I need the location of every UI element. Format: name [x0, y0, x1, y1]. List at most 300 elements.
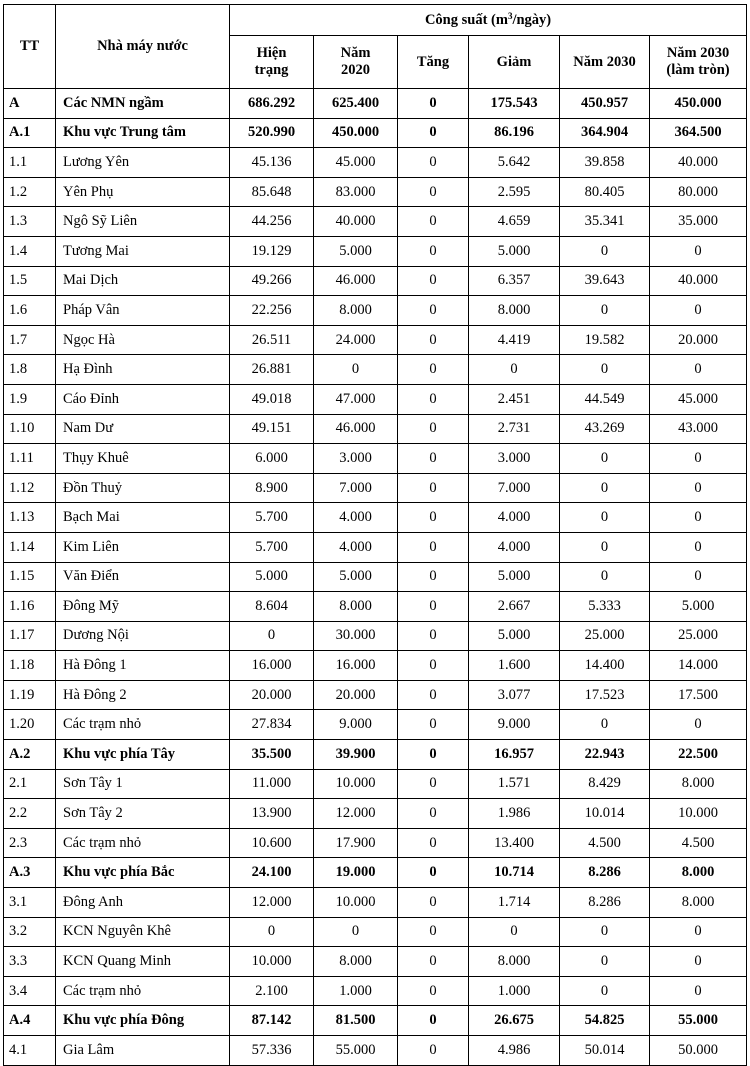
cell-tt: 2.3: [4, 828, 56, 858]
cell-hien-trang: 5.700: [230, 503, 314, 533]
cell-nam-2030-rounded: 8.000: [650, 858, 747, 888]
cell-plant-name: Khu vực Trung tâm: [56, 118, 230, 148]
cell-tang: 0: [398, 621, 469, 651]
cell-tt: A.1: [4, 118, 56, 148]
cell-nam-2030: 0: [560, 532, 650, 562]
cell-nam-2030-rounded: 0: [650, 236, 747, 266]
cell-nam-2020: 40.000: [314, 207, 398, 237]
cell-nam-2030: 17.523: [560, 680, 650, 710]
table-row: [4, 355, 747, 385]
cell-nam-2030-rounded: 8.000: [650, 769, 747, 799]
table-row: [4, 1036, 747, 1066]
cell-nam-2030: 0: [560, 947, 650, 977]
cell-giam: 2.451: [469, 384, 560, 414]
cell-nam-2020: 0: [314, 917, 398, 947]
header-hien-trang-line2: trạng: [254, 62, 289, 78]
cell-tt: 1.9: [4, 384, 56, 414]
cell-nam-2020: 46.000: [314, 414, 398, 444]
cell-plant-name: Đông Mỹ: [56, 592, 230, 622]
cell-nam-2030: 8.286: [560, 888, 650, 918]
cell-nam-2030-rounded: 0: [650, 976, 747, 1006]
cell-tang: 0: [398, 207, 469, 237]
cell-nam-2030-rounded: 43.000: [650, 414, 747, 444]
cell-nam-2030-rounded: 450.000: [650, 89, 747, 119]
cell-giam: 1.714: [469, 888, 560, 918]
cell-plant-name: Pháp Vân: [56, 296, 230, 326]
table-row: [4, 799, 747, 829]
cell-nam-2020: 4.000: [314, 503, 398, 533]
cell-plant-name: Các trạm nhỏ: [56, 710, 230, 740]
header-tang: Tăng: [398, 36, 469, 89]
cell-plant-name: Dương Nội: [56, 621, 230, 651]
cell-tt: 1.4: [4, 236, 56, 266]
table-row: [4, 444, 747, 474]
cell-nam-2030: 8.286: [560, 858, 650, 888]
cell-hien-trang: 8.900: [230, 473, 314, 503]
cell-plant-name: Khu vực phía Tây: [56, 740, 230, 770]
cell-plant-name: Khu vực phía Đông: [56, 1006, 230, 1036]
cell-nam-2030: 0: [560, 355, 650, 385]
cell-nam-2030-rounded: 50.000: [650, 1036, 747, 1066]
table-row: [4, 592, 747, 622]
cell-nam-2020: 83.000: [314, 177, 398, 207]
cell-tang: 0: [398, 118, 469, 148]
cell-nam-2030: 0: [560, 296, 650, 326]
cell-nam-2030-rounded: 0: [650, 562, 747, 592]
cell-tt: A.3: [4, 858, 56, 888]
cell-nam-2030-rounded: 40.000: [650, 266, 747, 296]
cell-hien-trang: 27.834: [230, 710, 314, 740]
cell-nam-2020: 8.000: [314, 296, 398, 326]
cell-tt: 1.11: [4, 444, 56, 474]
cell-giam: 5.000: [469, 562, 560, 592]
cell-nam-2020: 19.000: [314, 858, 398, 888]
cell-tang: 0: [398, 503, 469, 533]
cell-plant-name: Đồn Thuỷ: [56, 473, 230, 503]
cell-nam-2030: 22.943: [560, 740, 650, 770]
cell-giam: 2.595: [469, 177, 560, 207]
cell-giam: 9.000: [469, 710, 560, 740]
cell-nam-2020: 47.000: [314, 384, 398, 414]
cell-hien-trang: 20.000: [230, 680, 314, 710]
cell-nam-2030-rounded: 20.000: [650, 325, 747, 355]
table-row: [4, 532, 747, 562]
table-row: [4, 769, 747, 799]
cell-plant-name: Hà Đông 1: [56, 651, 230, 681]
table-row: [4, 917, 747, 947]
cell-nam-2020: 45.000: [314, 148, 398, 178]
table-row: [4, 651, 747, 681]
cell-hien-trang: 11.000: [230, 769, 314, 799]
cell-hien-trang: 26.511: [230, 325, 314, 355]
cell-tang: 0: [398, 680, 469, 710]
cell-nam-2030: 364.904: [560, 118, 650, 148]
table-row-group: [4, 118, 747, 148]
cell-tang: 0: [398, 888, 469, 918]
cell-nam-2030: 10.014: [560, 799, 650, 829]
cell-hien-trang: 35.500: [230, 740, 314, 770]
header-nam-2020: [314, 36, 398, 89]
cell-tang: 0: [398, 592, 469, 622]
cell-nam-2020: 81.500: [314, 1006, 398, 1036]
cell-hien-trang: 85.648: [230, 177, 314, 207]
cell-nam-2030-rounded: 17.500: [650, 680, 747, 710]
header-capacity-suffix: /ngày): [512, 11, 552, 28]
cell-giam: 4.000: [469, 503, 560, 533]
cell-nam-2020: 20.000: [314, 680, 398, 710]
cell-tt: 1.17: [4, 621, 56, 651]
cell-plant-name: Yên Phụ: [56, 177, 230, 207]
cell-giam: 6.357: [469, 266, 560, 296]
cell-giam: 10.714: [469, 858, 560, 888]
cell-tang: 0: [398, 148, 469, 178]
cell-nam-2030-rounded: 0: [650, 355, 747, 385]
cell-nam-2020: 16.000: [314, 651, 398, 681]
water-plant-capacity-table: [3, 4, 747, 1066]
cell-nam-2030: 54.825: [560, 1006, 650, 1036]
table-row: [4, 148, 747, 178]
cell-nam-2030: 5.333: [560, 592, 650, 622]
cell-tt: 2.1: [4, 769, 56, 799]
cell-tt: A.2: [4, 740, 56, 770]
cell-giam: 0: [469, 355, 560, 385]
cell-giam: 8.000: [469, 296, 560, 326]
cell-tt: 1.13: [4, 503, 56, 533]
table-row-group: [4, 89, 747, 119]
table-row: [4, 384, 747, 414]
cell-nam-2020: 3.000: [314, 444, 398, 474]
cell-nam-2020: 55.000: [314, 1036, 398, 1066]
header-giam: Giảm: [469, 36, 560, 89]
cell-plant-name: Văn Điển: [56, 562, 230, 592]
table-row: [4, 503, 747, 533]
cell-hien-trang: 19.129: [230, 236, 314, 266]
cell-giam: 2.667: [469, 592, 560, 622]
header-hien-trang-line1: Hiện: [256, 45, 287, 61]
cell-plant-name: Đông Anh: [56, 888, 230, 918]
cell-giam: 7.000: [469, 473, 560, 503]
cell-nam-2030: 43.269: [560, 414, 650, 444]
cell-hien-trang: 10.600: [230, 828, 314, 858]
cell-nam-2020: 7.000: [314, 473, 398, 503]
cell-tang: 0: [398, 177, 469, 207]
header-nam-2030-rounded-line1: Năm 2030: [666, 45, 730, 61]
table-row: [4, 296, 747, 326]
cell-tang: 0: [398, 740, 469, 770]
table-row: [4, 621, 747, 651]
header-nam-2030-rounded-line2: (làm tròn): [666, 62, 730, 78]
cell-tang: 0: [398, 355, 469, 385]
cell-giam: 5.000: [469, 621, 560, 651]
cell-tt: 1.1: [4, 148, 56, 178]
cell-hien-trang: 5.700: [230, 532, 314, 562]
cell-giam: 5.642: [469, 148, 560, 178]
cell-tang: 0: [398, 917, 469, 947]
table-row: [4, 325, 747, 355]
cell-plant-name: Thụy Khuê: [56, 444, 230, 474]
header-capacity: [230, 5, 747, 36]
cell-hien-trang: 2.100: [230, 976, 314, 1006]
cell-tang: 0: [398, 769, 469, 799]
cell-giam: 4.986: [469, 1036, 560, 1066]
cell-hien-trang: 6.000: [230, 444, 314, 474]
cell-plant-name: Tương Mai: [56, 236, 230, 266]
cell-nam-2030: 50.014: [560, 1036, 650, 1066]
cell-nam-2030: 0: [560, 917, 650, 947]
cell-plant-name: Các trạm nhỏ: [56, 828, 230, 858]
cell-tt: 4.1: [4, 1036, 56, 1066]
cell-nam-2030: 0: [560, 976, 650, 1006]
cell-tang: 0: [398, 858, 469, 888]
cell-nam-2030-rounded: 22.500: [650, 740, 747, 770]
header-nam-2030-rounded: [650, 36, 747, 89]
cell-tang: 0: [398, 828, 469, 858]
cell-plant-name: Nam Dư: [56, 414, 230, 444]
table-row: [4, 888, 747, 918]
header-nam-2020-line2: 2020: [341, 62, 370, 78]
cell-giam: 4.000: [469, 532, 560, 562]
cell-hien-trang: 24.100: [230, 858, 314, 888]
cell-hien-trang: 44.256: [230, 207, 314, 237]
cell-giam: 0: [469, 917, 560, 947]
cell-tang: 0: [398, 651, 469, 681]
cell-nam-2020: 5.000: [314, 236, 398, 266]
cell-nam-2020: 5.000: [314, 562, 398, 592]
cell-nam-2030: 39.858: [560, 148, 650, 178]
cell-nam-2030-rounded: 0: [650, 710, 747, 740]
cell-tt: 1.7: [4, 325, 56, 355]
cell-nam-2020: 1.000: [314, 976, 398, 1006]
table-row: [4, 562, 747, 592]
cell-tang: 0: [398, 325, 469, 355]
table-row: [4, 828, 747, 858]
cell-nam-2030-rounded: 14.000: [650, 651, 747, 681]
cell-tt: 1.6: [4, 296, 56, 326]
header-nam-2030: Năm 2030: [560, 36, 650, 89]
cell-nam-2020: 24.000: [314, 325, 398, 355]
cell-giam: 4.419: [469, 325, 560, 355]
cell-nam-2030: 25.000: [560, 621, 650, 651]
cell-hien-trang: 57.336: [230, 1036, 314, 1066]
cell-plant-name: Sơn Tây 2: [56, 799, 230, 829]
cell-plant-name: KCN Nguyên Khê: [56, 917, 230, 947]
cell-hien-trang: 5.000: [230, 562, 314, 592]
cell-tt: 1.18: [4, 651, 56, 681]
cell-plant-name: Cáo Đỉnh: [56, 384, 230, 414]
table-row-group: [4, 1006, 747, 1036]
cell-plant-name: Khu vực phía Bắc: [56, 858, 230, 888]
cell-plant-name: KCN Quang Minh: [56, 947, 230, 977]
cell-nam-2020: 8.000: [314, 592, 398, 622]
cell-hien-trang: 49.151: [230, 414, 314, 444]
cell-nam-2030: 0: [560, 503, 650, 533]
cell-tang: 0: [398, 1006, 469, 1036]
cell-giam: 1.571: [469, 769, 560, 799]
cell-hien-trang: 49.266: [230, 266, 314, 296]
cell-plant-name: Các NMN ngầm: [56, 89, 230, 119]
cell-tt: 3.2: [4, 917, 56, 947]
cell-hien-trang: 22.256: [230, 296, 314, 326]
cell-tt: A.4: [4, 1006, 56, 1036]
cell-tang: 0: [398, 89, 469, 119]
cell-giam: 1.000: [469, 976, 560, 1006]
cell-giam: 2.731: [469, 414, 560, 444]
header-nam-2020-line1: Năm: [340, 45, 371, 61]
cell-tang: 0: [398, 444, 469, 474]
cell-tang: 0: [398, 414, 469, 444]
cell-nam-2020: 46.000: [314, 266, 398, 296]
cell-giam: 26.675: [469, 1006, 560, 1036]
table-row: [4, 710, 747, 740]
cell-tt: 1.16: [4, 592, 56, 622]
cell-tt: 3.4: [4, 976, 56, 1006]
table-row: [4, 414, 747, 444]
table-body: [4, 89, 747, 1066]
cell-tang: 0: [398, 266, 469, 296]
cell-hien-trang: 45.136: [230, 148, 314, 178]
cell-giam: 1.600: [469, 651, 560, 681]
cell-nam-2030: 44.549: [560, 384, 650, 414]
cell-nam-2030: 80.405: [560, 177, 650, 207]
cell-nam-2030-rounded: 80.000: [650, 177, 747, 207]
cell-plant-name: Kim Liên: [56, 532, 230, 562]
cell-nam-2020: 10.000: [314, 888, 398, 918]
cell-nam-2020: 10.000: [314, 769, 398, 799]
cell-nam-2020: 0: [314, 355, 398, 385]
cell-hien-trang: 13.900: [230, 799, 314, 829]
cell-tt: A: [4, 89, 56, 119]
cell-tt: 1.10: [4, 414, 56, 444]
cell-nam-2030-rounded: 40.000: [650, 148, 747, 178]
cell-tt: 1.20: [4, 710, 56, 740]
cell-nam-2030: 0: [560, 473, 650, 503]
cell-hien-trang: 87.142: [230, 1006, 314, 1036]
cell-nam-2020: 30.000: [314, 621, 398, 651]
cell-giam: 3.000: [469, 444, 560, 474]
cell-tang: 0: [398, 384, 469, 414]
cell-nam-2030: 0: [560, 444, 650, 474]
header-tt: TT: [4, 5, 56, 89]
cell-nam-2030: 14.400: [560, 651, 650, 681]
table-row: [4, 207, 747, 237]
cell-giam: 13.400: [469, 828, 560, 858]
cell-nam-2030: 0: [560, 710, 650, 740]
cell-nam-2020: 625.400: [314, 89, 398, 119]
cell-tang: 0: [398, 976, 469, 1006]
cell-nam-2030: 39.643: [560, 266, 650, 296]
cell-hien-trang: 0: [230, 917, 314, 947]
cell-nam-2030-rounded: 0: [650, 917, 747, 947]
cell-nam-2030: 4.500: [560, 828, 650, 858]
cell-nam-2030-rounded: 0: [650, 532, 747, 562]
cell-hien-trang: 0: [230, 621, 314, 651]
cell-tt: 1.15: [4, 562, 56, 592]
cell-tang: 0: [398, 947, 469, 977]
cell-nam-2030-rounded: 0: [650, 296, 747, 326]
cell-tt: 1.5: [4, 266, 56, 296]
cell-nam-2020: 8.000: [314, 947, 398, 977]
cell-tt: 1.12: [4, 473, 56, 503]
cell-tt: 3.3: [4, 947, 56, 977]
cell-plant-name: Lương Yên: [56, 148, 230, 178]
cell-giam: 86.196: [469, 118, 560, 148]
cell-hien-trang: 10.000: [230, 947, 314, 977]
cell-nam-2020: 450.000: [314, 118, 398, 148]
cell-nam-2020: 39.900: [314, 740, 398, 770]
cell-tt: 3.1: [4, 888, 56, 918]
cell-plant-name: Sơn Tây 1: [56, 769, 230, 799]
cell-tang: 0: [398, 236, 469, 266]
table-row: [4, 473, 747, 503]
cell-tt: 1.19: [4, 680, 56, 710]
cell-nam-2020: 9.000: [314, 710, 398, 740]
cell-nam-2030-rounded: 5.000: [650, 592, 747, 622]
cell-tang: 0: [398, 562, 469, 592]
cell-tt: 2.2: [4, 799, 56, 829]
header-capacity-sup: 3: [507, 10, 513, 21]
cell-hien-trang: 686.292: [230, 89, 314, 119]
cell-giam: 175.543: [469, 89, 560, 119]
cell-giam: 4.659: [469, 207, 560, 237]
header-plant-name: Nhà máy nước: [56, 5, 230, 89]
cell-tt: 1.2: [4, 177, 56, 207]
table-row: [4, 266, 747, 296]
cell-hien-trang: 26.881: [230, 355, 314, 385]
cell-giam: 5.000: [469, 236, 560, 266]
cell-plant-name: Ngô Sỹ Liên: [56, 207, 230, 237]
cell-tt: 1.8: [4, 355, 56, 385]
cell-nam-2030-rounded: 0: [650, 473, 747, 503]
cell-nam-2030-rounded: 25.000: [650, 621, 747, 651]
cell-plant-name: Hà Đông 2: [56, 680, 230, 710]
table-row: [4, 947, 747, 977]
cell-tang: 0: [398, 1036, 469, 1066]
cell-tt: 1.14: [4, 532, 56, 562]
cell-giam: 1.986: [469, 799, 560, 829]
cell-nam-2030: 19.582: [560, 325, 650, 355]
cell-hien-trang: 12.000: [230, 888, 314, 918]
cell-tang: 0: [398, 473, 469, 503]
cell-nam-2030-rounded: 45.000: [650, 384, 747, 414]
cell-hien-trang: 49.018: [230, 384, 314, 414]
header-hien-trang: [230, 36, 314, 89]
cell-nam-2020: 12.000: [314, 799, 398, 829]
table-row-group: [4, 858, 747, 888]
cell-nam-2030-rounded: 10.000: [650, 799, 747, 829]
cell-tang: 0: [398, 799, 469, 829]
cell-nam-2030: 0: [560, 562, 650, 592]
table-row: [4, 680, 747, 710]
cell-plant-name: Bạch Mai: [56, 503, 230, 533]
cell-nam-2030: 450.957: [560, 89, 650, 119]
table-header: [4, 5, 747, 89]
cell-nam-2030-rounded: 8.000: [650, 888, 747, 918]
cell-nam-2030-rounded: 4.500: [650, 828, 747, 858]
cell-nam-2030: 0: [560, 236, 650, 266]
cell-tang: 0: [398, 296, 469, 326]
cell-hien-trang: 16.000: [230, 651, 314, 681]
cell-nam-2020: 17.900: [314, 828, 398, 858]
cell-nam-2030-rounded: 364.500: [650, 118, 747, 148]
table-row: [4, 177, 747, 207]
cell-nam-2030-rounded: 0: [650, 947, 747, 977]
cell-nam-2030-rounded: 55.000: [650, 1006, 747, 1036]
cell-nam-2030-rounded: 35.000: [650, 207, 747, 237]
cell-plant-name: Ngọc Hà: [56, 325, 230, 355]
cell-giam: 3.077: [469, 680, 560, 710]
cell-plant-name: Gia Lâm: [56, 1036, 230, 1066]
cell-nam-2030-rounded: 0: [650, 503, 747, 533]
